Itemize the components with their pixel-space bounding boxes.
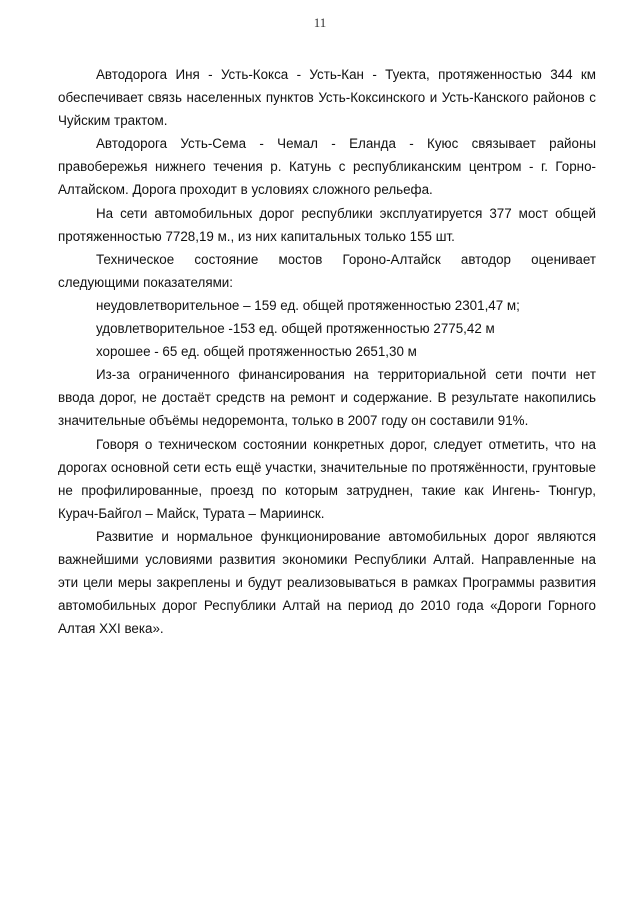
paragraph-development-program: Развитие и нормальное функционирование автомобильных дорог являются важнейшими условиями развития экономики Республики Алтай. Направленные на эти цели меры закреплены и будут реализовываться в рамках Программы развития автомобильных дорог Республики Алтай на период до 2010 года «Дороги Горного Алтая XXI века». [58,528,596,637]
stat-satisfactory: удовлетворительное -153 ед. общей протяженностью 2775,42 м [96,321,495,337]
paragraph-bridges-condition: Техническое состояние мостов Гороно-Алтайск автодор оценивает следующими показателями: [58,251,596,290]
paragraph-road-sections: Говоря о техническом состоянии конкретных дорог, следует отметить, что на дорогах основной сети есть ещё участки, значительные по протяжённости, грунтовые не профилированные, проезд по которым затруднен, такие как Ингень- Тюнгур, Курач-Байгол – Майск, Турата – Мариинск. [58,436,596,521]
stat-unsatisfactory: неудовлетворительное – 159 ед. общей протяженностью 2301,47 м; [96,297,520,313]
page-number: 11 [313,15,327,30]
paragraph-road-ust-sema: Автодорога Усть-Сема - Чемал - Еланда - Куюс связывает районы правобережья нижнего течения р. Катунь с республиканским центром - г. Горно-Алтайском. Дорога проходит в условиях сложного рельефа. [58,136,596,198]
stat-good: хорошее - 65 ед. общей протяженностью 2651,30 м [96,344,417,360]
paragraph-bridges-count: На сети автомобильных дорог республики эксплуатируется 377 мост общей протяженностью 7728,19 м., из них капитальных только 155 шт. [58,205,596,244]
paragraph-road-inya: Автодорога Иня - Усть-Кокса - Усть-Кан - Туекта, протяженностью 344 км обеспечивает связь населенных пунктов Усть-Коксинского и Усть-Канского районов с Чуйским трактом. [58,67,596,129]
paragraph-financing: Из-за ограниченного финансирования на территориальной сети почти нет ввода дорог, не достаёт средств на ремонт и содержание. В результате накопились значительные объёмы недоремонта, только в 2007 году он составили 91%. [58,367,596,429]
document-body [58,63,596,640]
